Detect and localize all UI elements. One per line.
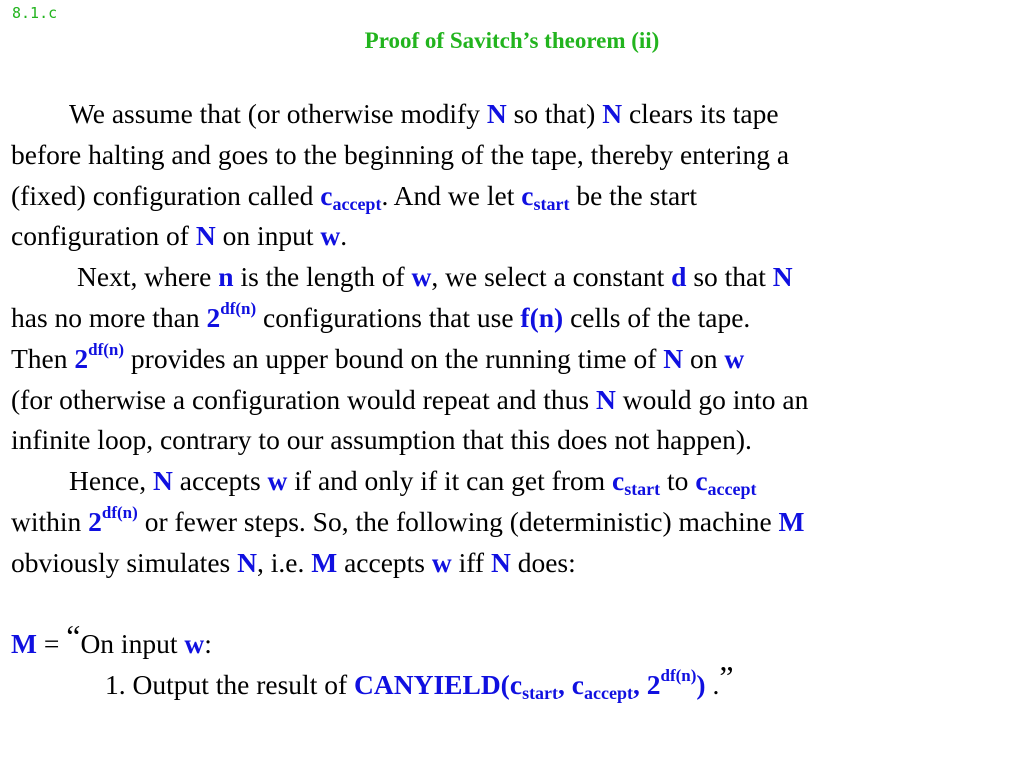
para2-line5: infinite loop, contrary to our assumption that this does not happen). <box>11 424 752 456</box>
bound-2-df-n: $2^{df(n)}$ <box>206 298 257 333</box>
machine-N: N <box>595 383 616 415</box>
para3-line2: within $2^{df(n)}$ or fewer steps. So, the following (deterministic) machine M <box>11 502 805 537</box>
c-start: $c_{start}$ <box>611 465 661 500</box>
canyield-call: $CANYIELD(c_{start}$, $c_{accept}$, $2^{df(n)}$) <box>354 666 706 704</box>
input-w: w <box>320 220 341 252</box>
input-w: w <box>431 546 452 578</box>
para1-line4: configuration of N on input w. <box>11 220 348 252</box>
open-quote: “ <box>66 618 81 655</box>
input-w: w <box>267 465 288 497</box>
para2-line1: Next, where n is the length of w, we select a constant d so that N <box>77 261 793 293</box>
blank-line <box>11 584 1017 625</box>
para3-line3: obviously simulates N, i.e. M accepts w iff N does: <box>11 546 576 578</box>
machine-N: N <box>152 465 173 497</box>
machine-N: N <box>772 261 793 293</box>
machine-N: N <box>663 342 684 374</box>
para3-line1: Hence, N accepts w if and only if it can get from $c_{start}$ to $c_{accept}$ <box>69 465 757 500</box>
c-accept: $c_{accept}$ <box>695 465 757 500</box>
machine-step-1: 1. Output the result of $CANYIELD(c_{start}$, $c_{accept}$, $2^{df(n)}$) .” <box>105 659 734 704</box>
para2-line2: has no more than $2^{df(n)}$ configurations that use f(n) cells of the tape. <box>11 298 751 333</box>
bound-2-df-n: $2^{df(n)}$ <box>74 339 125 374</box>
bound-2-df-n: $2^{df(n)}$ <box>88 502 138 537</box>
para2-line4: (for otherwise a configuration would repeat and thus N would go into an <box>11 383 809 415</box>
machine-N: N <box>490 546 511 578</box>
c-start: $c_{start}$ <box>521 179 570 214</box>
para1-line3: (fixed) configuration called $c_{accept}$. And we let $c_{start}$ be the start <box>11 179 697 214</box>
slide-title: Proof of Savitch’s theorem (ii) <box>364 28 660 53</box>
para1-line1: We assume that (or otherwise modify N so that) N clears its tape <box>69 98 779 129</box>
input-w: w <box>411 261 432 293</box>
input-w: w <box>724 342 745 374</box>
machine-definition: M = “On input w: <box>11 618 212 660</box>
close-quote: ” <box>719 659 734 696</box>
machine-M: M <box>778 505 805 537</box>
para1-line2: before halting and goes to the beginning of the tape, thereby entering a <box>11 138 790 170</box>
c-accept: $c_{accept}$ <box>320 179 382 214</box>
length-n: n <box>218 261 234 293</box>
para2-line3: Then $2^{df(n)}$ provides an upper bound on the running time of N on w <box>11 339 745 374</box>
input-w: w <box>184 628 205 660</box>
machine-N: N <box>237 546 257 578</box>
proof-body <box>11 94 1017 706</box>
machine-N: N <box>486 98 507 129</box>
machine-N: N <box>195 220 216 252</box>
slide-number: 8.1.c <box>12 4 58 22</box>
machine-N: N <box>602 98 623 129</box>
machine-M: M <box>11 628 37 660</box>
space-f-n: f(n) <box>520 301 564 333</box>
machine-M: M <box>311 546 338 578</box>
constant-d: d <box>671 261 687 293</box>
